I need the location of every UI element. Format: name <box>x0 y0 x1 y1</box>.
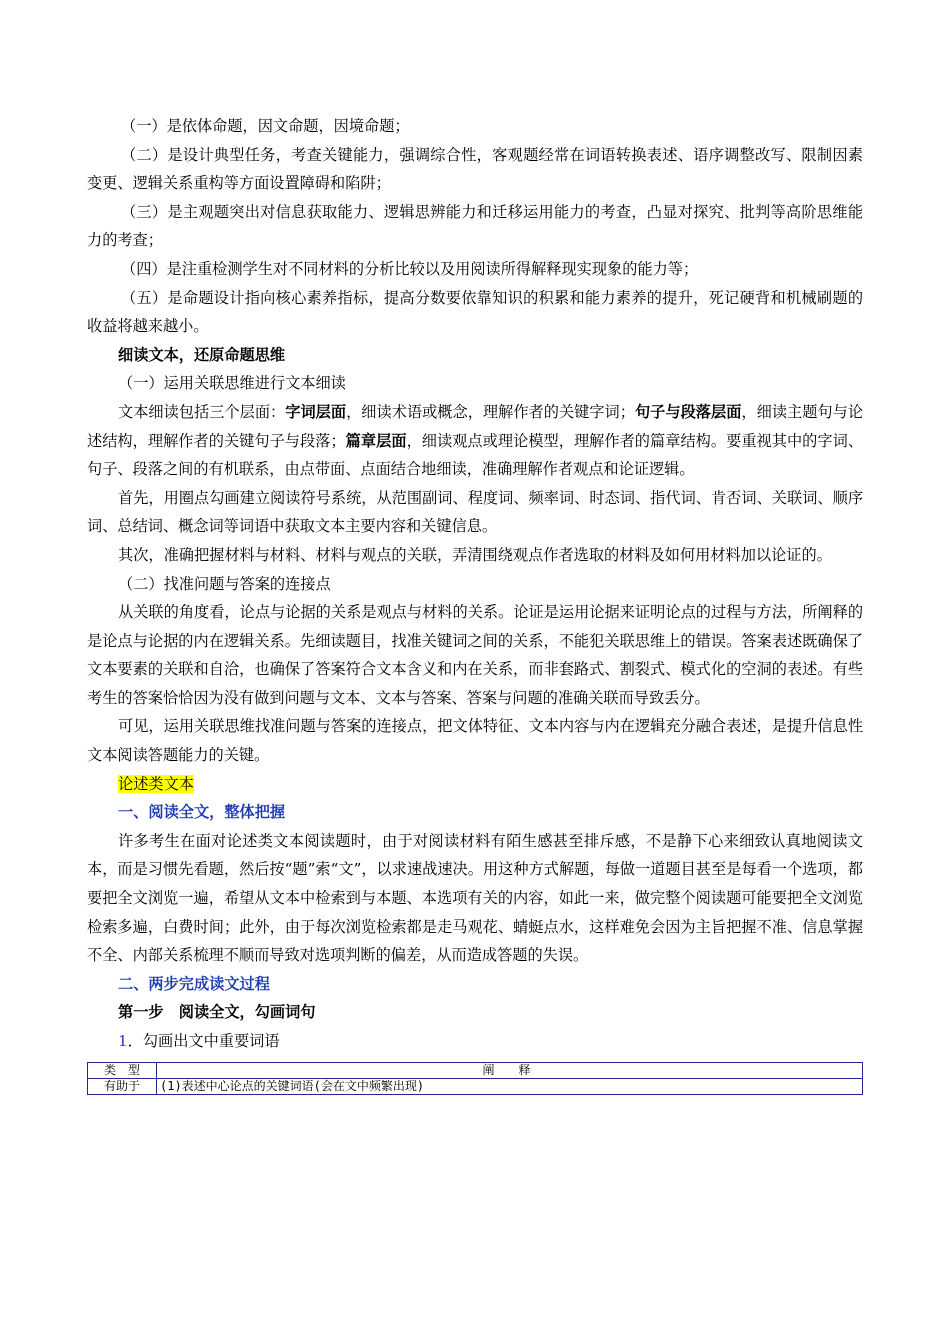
text-run: 文本细读包括三个层面： <box>118 402 286 421</box>
section-heading: 一、阅读全文，整体把握 <box>118 803 286 822</box>
list-item: （三）是主观题突出对信息获取能力、逻辑思辨能力和迁移运用能力的考查，凸显对探究、批判等高阶思维能力的考查； <box>87 202 863 250</box>
section-heading: 二、两步完成读文过程 <box>118 974 270 993</box>
subheading: （一）运用关联思维进行文本细读 <box>118 374 346 393</box>
table-header-cell: 类 型 <box>88 1062 157 1078</box>
text-run: ，细读观点或理论模型，理解作者的篇章结构。要重视其中的字词、句子、段落之间的有机联系，由点带面、点面结合地细读，准确理解作者观点和论证逻辑。 <box>87 431 864 479</box>
highlighted-label: 论述类文本 <box>118 774 194 793</box>
text-run: ，细读术语或概念，理解作者的关键字词； <box>346 402 635 421</box>
paragraph: 许多考生在面对论述类文本阅读题时，由于对阅读材料有陌生感甚至排斥感，不是静下心来细致认真地阅读文本，而是习惯先看题，然后按“题”索“文”，以求速战速决。用这种方式解题，每做一道题目甚至是每看一个选项，都要把全文浏览一遍，希望从文本中检索到与本题、本选项有关的内容，如此一来，做完整个阅读题可能要把全文浏览检索多遍，白费时间；此外，由于每次浏览检索都是走马观花、蜻蜓点水，这样难免会因为主旨把握不准、信息掌握不全、内部关系梳理不顺而导致对选项判断的偏差，从而造成答题的失误。 <box>87 831 863 965</box>
list-item: （四）是注重检测学生对不同材料的分析比较以及用阅读所得解释现实现象的能力等； <box>121 259 699 278</box>
table-header-row <box>88 1062 863 1078</box>
subheading: （二）找准问题与答案的连接点 <box>118 574 331 593</box>
explanation-table <box>87 1062 863 1095</box>
table-header-cell: 阐 释 <box>157 1062 863 1078</box>
section-heading: 细读文本，还原命题思维 <box>118 345 286 364</box>
numbered-item <box>87 1027 863 1056</box>
item-number: 1 <box>118 1032 128 1050</box>
highlight-line <box>87 770 863 799</box>
table-cell: 有助于 <box>88 1078 157 1094</box>
list-item: （一）是依体命题，因文命题，因境命题； <box>121 117 410 135</box>
bold-term: 句子与段落层面 <box>634 402 742 421</box>
paragraph: 从关联的角度看，论点与论据的关系是观点与材料的关系。论证是运用论据来证明论点的过程与方法，所阐释的是论点与论据的内在逻辑关系。先细读题目，找准关键词之间的关系，不能犯关联思维上的错误。答案表述既确保了文本要素的关联和自洽，也确保了答案符合文本含义和内在关系，而非套路式、割裂式、模式化的空洞的表述。有些考生的答案恰恰因为没有做到问题与文本、文本与答案、答案与问题的准确关联而导致丢分。 <box>87 603 863 707</box>
text-run: ，细读主题句与论述结构，理解作者的关键句子与段落； <box>87 402 864 450</box>
paragraph: 可见，运用关联思维找准问题与答案的连接点，把文体特征、文本内容与内在逻辑充分融合表述，是提升信息性文本阅读答题能力的关键。 <box>87 717 863 765</box>
step-heading: 第一步 阅读全文，勾画词句 <box>118 1003 316 1022</box>
table-cell: (1)表述中心论点的关键词语(会在文中频繁出现) <box>157 1078 863 1094</box>
list-item: （二）是设计典型任务，考查关键能力，强调综合性，客观题经常在词语转换表述、语序调整改写、限制因素变更、逻辑关系重构等方面设置障碍和陷阱； <box>87 145 863 193</box>
item-text: ．勾画出文中重要词语 <box>127 1032 280 1050</box>
paragraph <box>87 398 863 484</box>
paragraph: 其次，准确把握材料与材料、材料与观点的关联，弄清围绕观点作者选取的材料及如何用材料加以论证的。 <box>118 545 832 564</box>
list-item: （五）是命题设计指向核心素养指标，提高分数要依靠知识的积累和能力素养的提升，死记硬背和机械刷题的收益将越来越小。 <box>87 288 863 336</box>
paragraph: 首先，用圈点勾画建立阅读符号系统，从范围副词、程度词、频率词、时态词、指代词、肯否词、关联词、顺序词、总结词、概念词等词语中获取文本主要内容和关键信息。 <box>87 488 863 536</box>
bold-term: 篇章层面 <box>345 431 407 450</box>
table-row <box>88 1078 863 1094</box>
document-page <box>87 112 863 1095</box>
bold-term: 字词层面 <box>285 402 347 421</box>
